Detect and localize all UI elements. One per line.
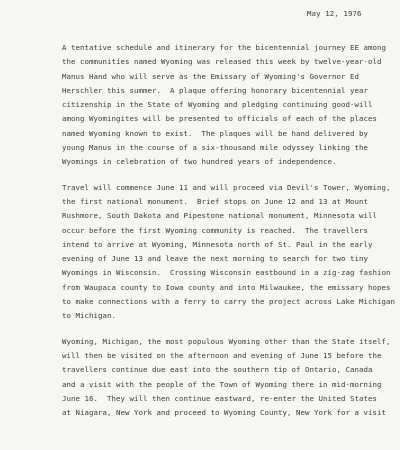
text-line: intend to arrive at Wyoming, Minnesota north of St. Paul in the early: [62, 239, 373, 249]
paragraph: [62, 181, 394, 324]
text-line: among Wyomingites will be presented to officials of each of the places: [62, 114, 377, 124]
text-line: at Niagara, New York and proceed to Wyoming County, New York for a visit: [62, 408, 386, 418]
document-date: May 12, 1976: [307, 9, 362, 18]
text-line: A tentative schedule and itinerary for the bicentennial journey EE among: [62, 43, 386, 52]
text-line: to Michigan.: [62, 311, 116, 321]
text-line: named Wyoming known to exist. The plaques will be hand delivered by: [62, 128, 368, 138]
text-line: Manus Hand who will serve as the Emissary of Wyoming's Governor Ed: [62, 71, 359, 81]
text-line: will then be visited on the afternoon and evening of June 15 before the: [62, 350, 382, 360]
text-line: occur before the first Wyoming community is reached. The travellers: [62, 225, 368, 235]
text-line: citizenship in the State of Wyoming and pledging continuing good-will: [62, 100, 373, 110]
text-line: and a visit with the people of the Town of Wyoming there in mid-morning: [62, 379, 382, 389]
text-line: Herschler this summer. A plaque offering honorary bicentennial year: [62, 85, 368, 95]
text-line: travellers continue due east into the southern tip of Ontario, Canada: [62, 365, 373, 375]
text-line: the first national monument. Brief stops on June 12 and 13 at Mount: [62, 196, 368, 206]
text-line: June 16. They will then continue eastward, re-enter the United States: [62, 393, 377, 403]
document-body: [62, 41, 394, 431]
text-line: Travel will commence June 11 and will proceed via Devil's Tower, Wyoming,: [62, 182, 391, 192]
text-line: to make connections with a ferry to carry the project across Lake Michigan: [62, 297, 395, 307]
text-line: young Manus in the course of a six-thousand mile odyssey linking the: [62, 143, 368, 153]
paragraph: [62, 41, 394, 170]
text-line: evening of June 13 and leave the next morning to search for two tiny: [62, 254, 368, 264]
paragraph: [62, 335, 394, 421]
text-line: Wyoming, Michigan, the most populous Wyoming other than the State itself,: [62, 336, 391, 346]
text-line: Rushmore, South Dakota and Pipestone national monument, Minnesota will: [62, 211, 377, 221]
text-line: Wyomings in Wisconsin. Crossing Wisconsin eastbound in a zig-zag fashion: [62, 268, 391, 278]
text-line: Wyomings in celebration of two hundred years of independence.: [62, 157, 337, 167]
text-line: from Waupaca county to Iowa county and into Milwaukee, the emissary hopes: [62, 282, 391, 292]
text-line: the communities named Wyoming was released this week by twelve-year-old: [62, 57, 382, 67]
